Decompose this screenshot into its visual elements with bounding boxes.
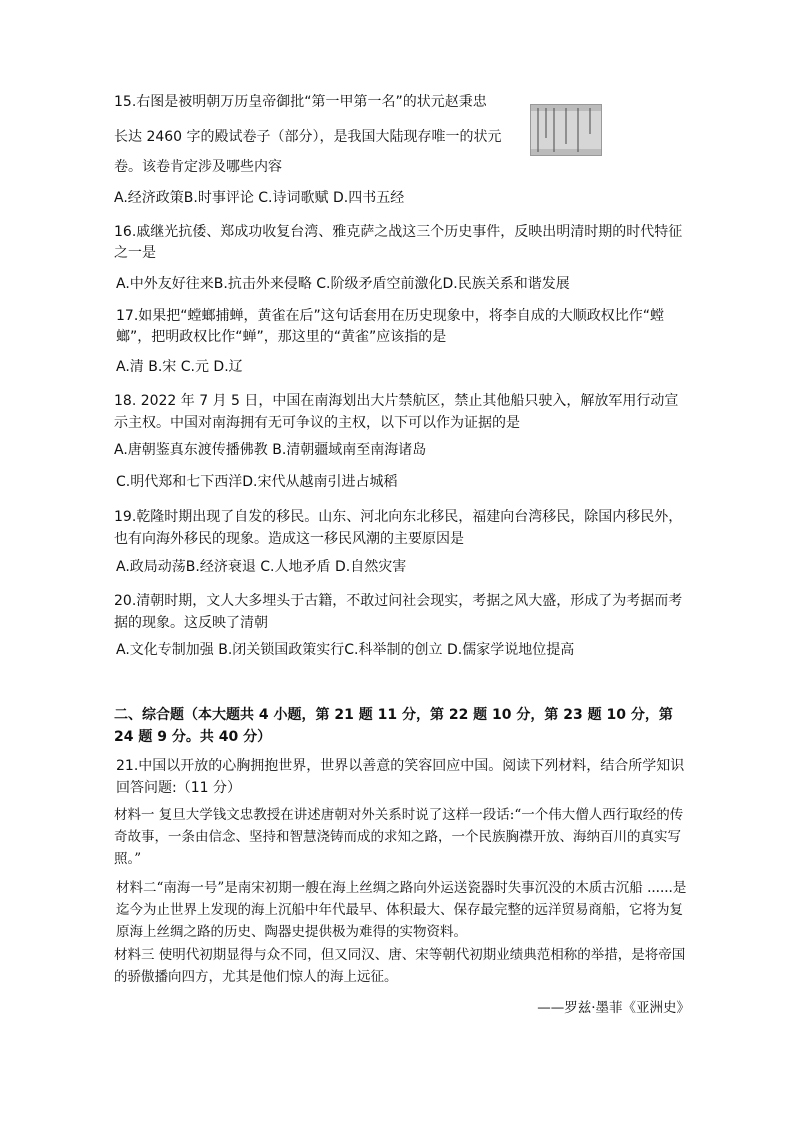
q20-stem: 20.清朝时期，文人大多埋头于古籍，不敢过问社会现实，考据之风大盛，形成了为考据而考据的现象。这反映了清朝: [114, 593, 683, 631]
material-2: 材料二“南海一号”是南宋初期一艘在海上丝绸之路向外运送瓷器时失事沉没的木质古沉船 ......是迄今为止世界上发现的海上沉船中年代最早、体积最大、保存最完整的远洋贸易商船，它将为复原海上丝绸之路的历史、陶器史提供极为难得的实物资料。: [116, 880, 687, 940]
q15-options: A.经济政策B.时事评论 C.诗词歌赋 D.四书五经: [114, 190, 405, 206]
q19-stem: 19.乾隆时期出现了自发的移民。山东、河北向东北移民，福建向台湾移民，除国内移民外，也有向海外移民的现象。造成这一移民风潮的主要原因是: [114, 509, 683, 547]
q19-options: A.政局动荡B.经济衰退 C.人地矛盾 D.自然灾害: [116, 559, 407, 575]
q17-options: A.清 B.宋 C.元 D.辽: [116, 359, 243, 375]
material-1: 材料一 复旦大学钱文忠教授在讲述唐朝对外关系时说了这样一段话:“一个伟大僧人西行取经的传奇故事，一条由信念、坚持和智慧浇铸而成的求知之路，一个民族胸襟开放、海纳百川的真实写照。”: [114, 807, 684, 867]
q20-options: A.文化专制加强 B.闭关锁国政策实行C.科举制的创立 D.儒家学说地位提高: [116, 642, 575, 658]
q15-stem-line1: 15.右图是被明朝万历皇帝御批“第一甲第一名”的状元赵秉忠: [114, 94, 487, 110]
q18-options-ab: A.唐朝鉴真东渡传播佛教 B.清朝疆域南至南海诸岛: [114, 442, 427, 458]
q15-stem-line2: 长达 2460 字的殿试卷子（部分），是我国大陆现存唯一的状元: [114, 129, 502, 145]
material-source: ——罗兹·墨菲《亚洲史》: [537, 1000, 690, 1016]
q16-options: A.中外友好往来B.抗击外来侵略 C.阶级矛盾空前激化D.民族关系和谐发展: [116, 276, 570, 292]
q16-stem: 16.戚继光抗倭、郑成功收复台湾、雅克萨之战这三个历史事件，反映出明清时期的时代特征之一是: [114, 224, 683, 261]
section2-heading: 二、综合题（本大题共 4 小题，第 21 题 11 分，第 22 题 10 分，第 23 题 10 分，第 24 题 9 分。共 40 分）: [114, 707, 673, 745]
material-3: 材料三 使明代初期显得与众不同，但又同汉、唐、宋等朝代初期业绩典范相称的举措，是将帝国的骄傲播向四方，尤其是他们惊人的海上远征。: [114, 947, 686, 985]
exam-scroll-image: [530, 104, 602, 156]
q18-stem: 18. 2022 年 7 月 5 日，中国在南海划出大片禁航区，禁止其他船只驶入，解放军用行动宣示主权。中国对南海拥有无可争议的主权，以下可以作为证据的是: [114, 393, 679, 431]
q17-stem: 17.如果把“螳螂捕蝉，黄雀在后”这句话套用在历史现象中，将李自成的大顺政权比作“螳螂”，把明政权比作“蝉”，那这里的“黄雀”应该指的是: [116, 308, 665, 345]
q18-options-cd: C.明代郑和七下西洋D.宋代从越南引进占城稻: [116, 474, 398, 490]
q15-stem-line3: 卷。该卷肯定涉及哪些内容: [114, 159, 282, 175]
q21-stem: 21.中国以开放的心胸拥抱世界，世界以善意的笑容回应中国。阅读下列材料，结合所学知识回答问题:（11 分）: [116, 758, 685, 796]
